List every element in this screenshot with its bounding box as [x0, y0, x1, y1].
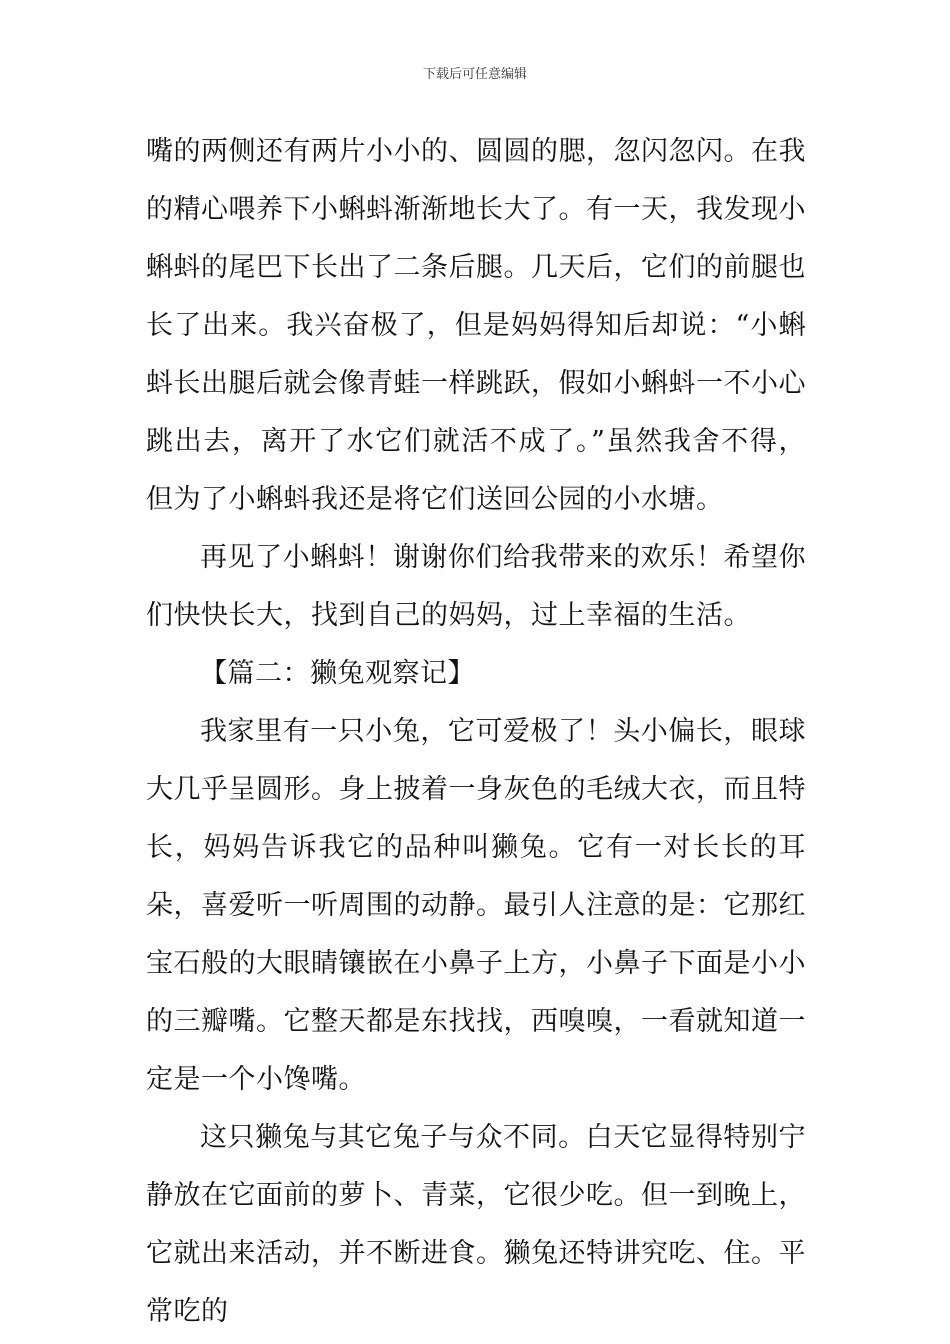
paragraph-rabbit-habits: 这只獭兔与其它兔子与众不同。白天它显得特别宁静放在它面前的萝卜、青菜，它很少吃。但一到晚上，它就出来活动，并不断进食。獭兔还特讲究吃、住。平常吃的 — [146, 1122, 806, 1327]
page-header: 下载后可任意编辑 — [422, 67, 527, 82]
section-heading: 【篇二：獭兔观察记】 — [200, 658, 475, 689]
document-body — [146, 123, 806, 1341]
paragraph-farewell: 再见了小蝌蚪！谢谢你们给我带来的欢乐！希望你们快快长大，找到自己的妈妈，过上幸福的生活。 — [146, 542, 806, 631]
paragraph-rabbit-description: 我家里有一只小兔，它可爱极了！头小偏长，眼球大几乎呈圆形。身上披着一身灰色的毛绒大衣，而且特长，妈妈告诉我它的品种叫獭兔。它有一对长长的耳朵，喜爱听一听周围的动静。最引人注意的是：它那红宝石般的大眼睛镶嵌在小鼻子上方，小鼻子下面是小小的三瓣嘴。它整天都是东找找，西嗅嗅，一看就知道一定是一个小馋嘴。 — [146, 716, 806, 1095]
paragraph-tadpole-continued: 嘴的两侧还有两片小小的、圆圆的腮，忽闪忽闪。在我的精心喂养下小蝌蚪渐渐地长大了。有一天，我发现小蝌蚪的尾巴下长出了二条后腿。几天后，它们的前腿也长了出来。我兴奋极了，但是妈妈得知后却说：“小蝌蚪长出腿后就会像青蛙一样跳跃，假如小蝌蚪一不小心跳出去，离开了水它们就活不成了。”虽然我舍不得，但为了小蝌蚪我还是将它们送回公园的小水塘。 — [146, 136, 806, 515]
